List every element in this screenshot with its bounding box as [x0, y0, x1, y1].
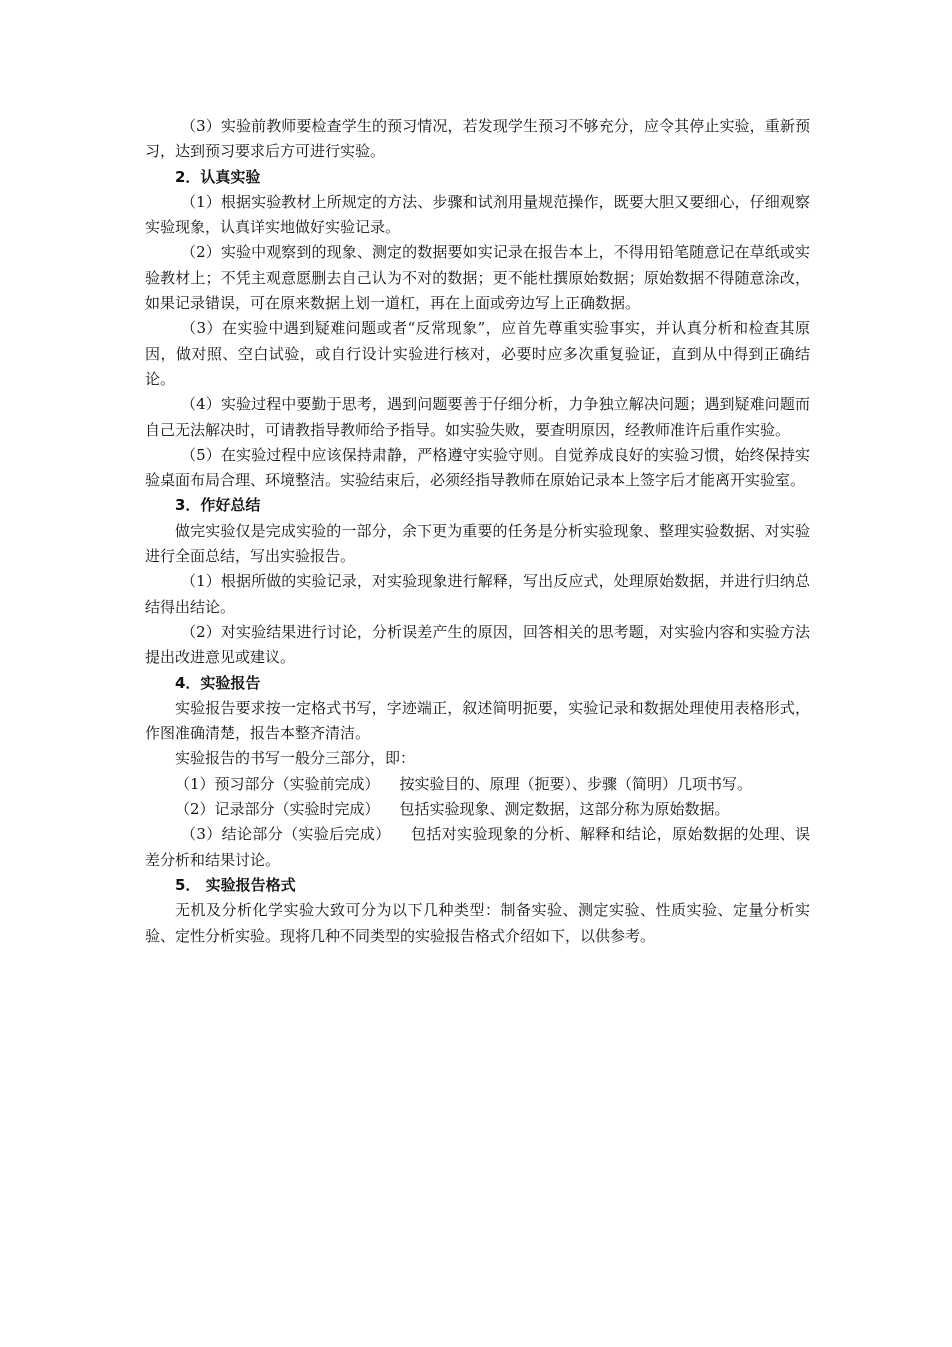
paragraph-2-3: （3）在实验中遇到疑难问题或者“反常现象”，应首先尊重实验事实，并认真分析和检查其原因，做对照、空白试验，或自行设计实验进行核对，必要时应多次重复验证，直到从中得到正确结论。	[145, 319, 810, 388]
report-part-desc-3: 包括对实验现象的分析、解释和结论，原始数据的处理、误差分析和结果讨论。	[145, 825, 810, 869]
section-heading-4: 4．实验报告	[175, 673, 261, 692]
paragraph-4-0: 实验报告要求按一定格式书写，字迹端正，叙述简明扼要，实验记录和数据处理使用表格形式，作图准确清楚，报告本整齐清洁。	[145, 698, 810, 743]
paragraph-4-1: 实验报告的书写一般分三部分，即：	[175, 749, 416, 768]
paragraph-3-0: 做完实验仅是完成实验的一部分，余下更为重要的任务是分析实验现象、整理实验数据、对实验进行全面总结，写出实验报告。	[145, 521, 810, 566]
section-heading-2: 2．认真实验	[175, 167, 261, 186]
paragraph-4-3	[145, 797, 810, 822]
paragraph-3-1: （1）根据所做的实验记录，对实验现象进行解释，写出反应式，处理原始数据，并进行归纳总结得出结论。	[145, 572, 810, 616]
report-part-desc-2: 包括实验现象、测定数据，这部分称为原始数据。	[399, 800, 730, 819]
report-part-label-3: （3）结论部分（实验后完成）	[181, 825, 391, 844]
document-page	[145, 114, 810, 949]
paragraph-4-2	[145, 772, 810, 797]
report-part-label-1: （1）预习部分（实验前完成）	[175, 774, 380, 793]
paragraph-2-1: （1）根据实验教材上所规定的方法、步骤和试剂用量规范操作，既要大胆又要细心，仔细观察实验现象，认真详实地做好实验记录。	[145, 192, 810, 237]
paragraph-3-2: （2）对实验结果进行讨论，分析误差产生的原因，回答相关的思考题，对实验内容和实验方法提出改进意见或建议。	[145, 622, 810, 667]
report-part-label-2: （2）记录部分（实验时完成）	[175, 800, 380, 819]
paragraph-2-4: （4）实验过程中要勤于思考，遇到问题要善于仔细分析，力争独立解决问题；遇到疑难问题而自己无法解决时，可请教指导教师给予指导。如实验失败，要查明原因，经教师准许后重作实验。	[145, 395, 810, 439]
paragraph-2-5: （5）在实验过程中应该保持肃静，严格遵守实验守则。自觉养成良好的实验习惯，始终保持实验桌面布局合理、环境整洁。实验结束后，必须经指导教师在原始记录本上签字后才能离开实验室。	[145, 445, 810, 490]
paragraph-2-2: （2）实验中观察到的现象、测定的数据要如实记录在报告本上，不得用铅笔随意记在草纸或实验教材上；不凭主观意愿删去自己认为不对的数据；更不能杜撰原始数据；原始数据不得随意涂改，如果记录错误，可在原来数据上划一道杠，再在上面或旁边写上正确数据。	[145, 243, 810, 313]
paragraph-preview-check: （3）实验前教师要检查学生的预习情况，若发现学生预习不够充分，应令其停止实验，重新预习，达到预习要求后方可进行实验。	[145, 117, 810, 161]
report-part-desc-1: 按实验目的、原理（扼要）、步骤（简明）几项书写。	[399, 774, 753, 793]
paragraph-5-0: 无机及分析化学实验大致可分为以下几种类型：制备实验、测定实验、性质实验、定量分析实验、定性分析实验。现将几种不同类型的实验报告格式介绍如下，以供参考。	[145, 901, 810, 945]
section-heading-3: 3．作好总结	[175, 496, 261, 515]
paragraph-4-4	[145, 822, 810, 873]
section-heading-5: 5． 实验报告格式	[175, 875, 296, 894]
